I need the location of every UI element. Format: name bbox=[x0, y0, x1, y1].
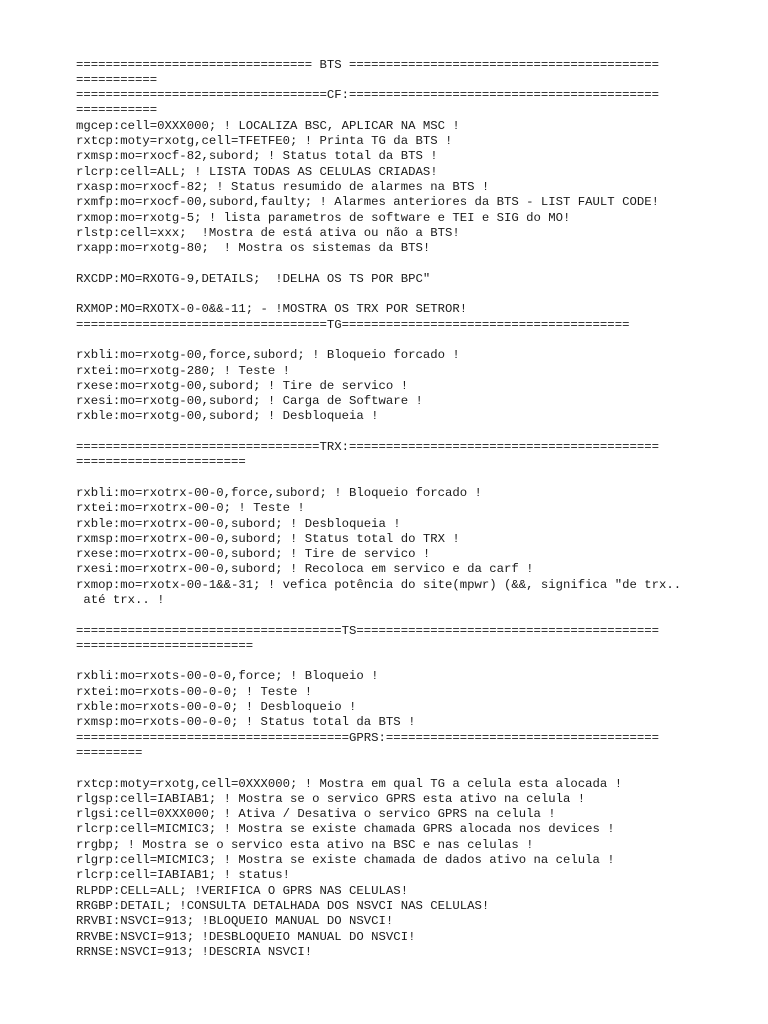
document-line: RLPDP:CELL=ALL; !VERIFICA O GPRS NAS CELULAS! bbox=[76, 883, 409, 898]
document-page bbox=[76, 27, 736, 975]
document-line: rxmsp:mo=rxocf-82,subord; ! Status total da BTS ! bbox=[76, 149, 438, 164]
document-line: ====================================TS========================================= bbox=[76, 623, 659, 638]
document-line: ================================ BTS ========================================== bbox=[76, 57, 659, 72]
document-line: rxese:mo=rxotg-00,subord; ! Tire de servico ! bbox=[76, 378, 409, 393]
document-line: rxtcp:moty=rxotg,cell=TFETFE0; ! Printa TG da BTS ! bbox=[76, 134, 453, 149]
document-line: rlstp:cell=xxx; !Mostra de está ativa ou não a BTS! bbox=[76, 225, 460, 240]
document-line: rxtei:mo=rxotrx-00-0; ! Teste ! bbox=[76, 501, 305, 516]
document-line: ==================================TG======================================= bbox=[76, 317, 630, 332]
document-line: rxmop:mo=rxotx-00-1&&-31; ! vefica potência do site(mpwr) (&&, significa "de trx.. bbox=[76, 577, 682, 592]
blank-line bbox=[76, 287, 736, 302]
document-line: rxble:mo=rxotrx-00-0,subord; ! Desbloqueia ! bbox=[76, 516, 401, 531]
document-line: RRGBP:DETAIL; !CONSULTA DETALHADA DOS NSVCI NAS CELULAS! bbox=[76, 898, 490, 913]
document-line: rxbli:mo=rxotrx-00-0,force,subord; ! Bloqueio forcado ! bbox=[76, 485, 482, 500]
blank-line bbox=[76, 608, 736, 623]
document-line: até trx.. ! bbox=[76, 592, 165, 607]
document-line: =========== bbox=[76, 72, 158, 87]
document-line: RXMOP:MO=RXOTX-0-0&&-11; - !MOSTRA OS TRX POR SETROR! bbox=[76, 302, 468, 317]
document-line: rxmfp:mo=rxocf-00,subord,faulty; ! Alarmes anteriores da BTS - LIST FAULT CODE! bbox=[76, 195, 659, 210]
document-line: rxble:mo=rxots-00-0-0; ! Desbloqueio ! bbox=[76, 700, 357, 715]
document-line: RRVBI:NSVCI=913; !BLOQUEIO MANUAL DO NSVCI! bbox=[76, 914, 394, 929]
document-line: rxasp:mo=rxocf-82; ! Status resumido de alarmes na BTS ! bbox=[76, 179, 490, 194]
document-line: rxmop:mo=rxotg-5; ! lista parametros de software e TEI e SIG do MO! bbox=[76, 210, 571, 225]
document-line: ======================== bbox=[76, 638, 254, 653]
document-line: rxmsp:mo=rxots-00-0-0; ! Status total da BTS ! bbox=[76, 715, 416, 730]
blank-line bbox=[76, 256, 736, 271]
document-line: rxtei:mo=rxotg-280; ! Teste ! bbox=[76, 363, 291, 378]
document-line: =================================TRX:========================================== bbox=[76, 440, 659, 455]
document-line: rlgsi:cell=0XXX000; ! Ativa / Desativa o servico GPRS na celula ! bbox=[76, 807, 556, 822]
document-line: RRVBE:NSVCI=913; !DESBLOQUEIO MANUAL DO NSVCI! bbox=[76, 929, 416, 944]
document-lines bbox=[76, 58, 736, 961]
document-line: rlcrp:cell=IABIAB1; ! status! bbox=[76, 868, 291, 883]
document-line: ========= bbox=[76, 745, 143, 760]
document-line: rlgsp:cell=IABIAB1; ! Mostra se o servico GPRS esta ativo na celula ! bbox=[76, 791, 586, 806]
blank-line bbox=[76, 333, 736, 348]
document-line: rlcrp:cell=ALL; ! LISTA TODAS AS CELULAS CRIADAS! bbox=[76, 164, 438, 179]
document-line: rxble:mo=rxotg-00,subord; ! Desbloqueia ! bbox=[76, 409, 379, 424]
document-line: ==================================CF:========================================== bbox=[76, 88, 659, 103]
document-line: rxbli:mo=rxots-00-0-0,force; ! Bloqueio ! bbox=[76, 669, 379, 684]
document-line: rxbli:mo=rxotg-00,force,subord; ! Bloqueio forcado ! bbox=[76, 348, 460, 363]
document-line: rxmsp:mo=rxotrx-00-0,subord; ! Status total do TRX ! bbox=[76, 531, 460, 546]
document-line: rlgrp:cell=MICMIC3; ! Mostra se existe chamada de dados ativo na celula ! bbox=[76, 853, 615, 868]
document-line: ======================= bbox=[76, 455, 246, 470]
document-line: rxtcp:moty=rxotg,cell=0XXX000; ! Mostra em qual TG a celula esta alocada ! bbox=[76, 776, 623, 791]
blank-line bbox=[76, 471, 736, 486]
blank-line bbox=[76, 761, 736, 776]
document-line: rrgbp; ! Mostra se o servico esta ativo na BSC e nas celulas ! bbox=[76, 837, 534, 852]
document-line: =========== bbox=[76, 103, 158, 118]
document-line: mgcep:cell=0XXX000; ! LOCALIZA BSC, APLICAR NA MSC ! bbox=[76, 118, 460, 133]
document-line: rxese:mo=rxotrx-00-0,subord; ! Tire de servico ! bbox=[76, 547, 431, 562]
document-line: =====================================GPRS:===================================== bbox=[76, 730, 659, 745]
document-line: rxtei:mo=rxots-00-0-0; ! Teste ! bbox=[76, 684, 313, 699]
document-line: rxapp:mo=rxotg-80; ! Mostra os sistemas da BTS! bbox=[76, 241, 431, 256]
document-line: RRNSE:NSVCI=913; !DESCRIA NSVCI! bbox=[76, 944, 313, 959]
blank-line bbox=[76, 425, 736, 440]
blank-line bbox=[76, 654, 736, 669]
document-line: rxesi:mo=rxotrx-00-0,subord; ! Recoloca em servico e da carf ! bbox=[76, 562, 534, 577]
document-line: rlcrp:cell=MICMIC3; ! Mostra se existe chamada GPRS alocada nos devices ! bbox=[76, 822, 615, 837]
document-line: RXCDP:MO=RXOTG-9,DETAILS; !DELHA OS TS POR BPC" bbox=[76, 271, 431, 286]
document-line: rxesi:mo=rxotg-00,subord; ! Carga de Software ! bbox=[76, 394, 423, 409]
